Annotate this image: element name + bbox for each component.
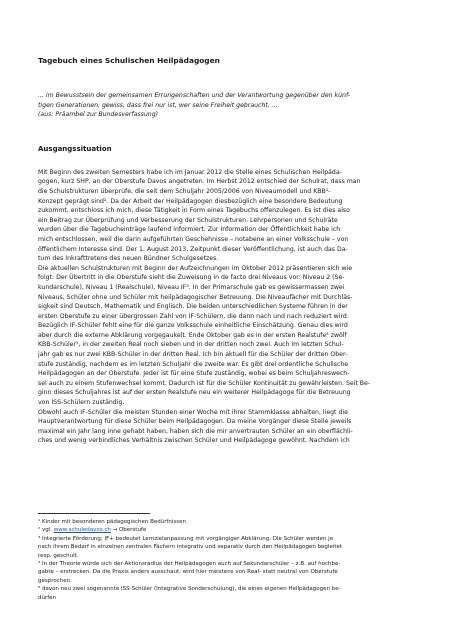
body-line: Obwohl auch IF-Schüler die meisten Stunden einer Woche mit ihrer Stammklasse abhalten, liegt die — [38, 408, 348, 416]
body-line: Mit Beginn des zweiten Semesters habe ich im Januar 2012 die Stelle eines Schulischen Heilpäda- — [38, 168, 342, 176]
footnote-line: ⁴ In der Theorie würde sich der Aktionsradius der Heilpädagogen auch auf Sekundarschüler – z.B. auf hochbe- — [38, 561, 341, 568]
footnote-line: ³ Integrierte Förderung; IF+ bedeutet Lernzielanpassung mit vorgängiger Abklärung. Die Schüler werden je — [38, 535, 334, 542]
body-line: kundarschule), Niveau 1 (Realschule), Niveau IF³. In der Primarschule gab es gewissermassen zwei — [38, 283, 345, 291]
body-line: Die aktuellen Schulstrukturen mit Beginn der Aufzeichnungen im Oktober 2012 präsentieren sich wie — [38, 264, 353, 272]
body-line: sigkeit sind Deutsch, Mathematik und Englisch. Die beiden unterschiedlichen Systeme führen in der — [38, 303, 348, 311]
footnote-line: nach ihrem Bedarf in einzelnen zentralen Fächern integrativ und separativ durch den Heilpädagogen begleitet — [38, 544, 343, 551]
body-line: wurden über die Tagebucheinträge laufend informiert. Zur Information der Öffentlichkeit habe ich — [38, 226, 341, 234]
body-line: Hauptverantwortung für diese Schüler beim Heilpädagogen. Da meine Vorgänger diese Stelle jeweils — [38, 418, 352, 426]
body-line: aber durch die externe Abklärung vorgegaukelt. Ende Oktober gab es in der ersten Realstufe⁴ zwölf — [38, 331, 347, 339]
body-line: tum des Inkrafttretens des neuen Bündner Schulgesetzes. — [38, 255, 219, 263]
footnote-line: ¹ Kinder mit besonderen pädagogischen Bedürfnissen — [38, 519, 187, 525]
footnote-link[interactable]: www.schuledavos.ch — [53, 527, 111, 534]
document-body — [38, 56, 416, 446]
body-line: öffentlichem Interesse sind. Der 1. August 2013, Zeitpunkt dieser Veröffentlichung, ist auch das Da- — [38, 245, 348, 253]
quote-line: (aus: Präambel zur Bundesverfassung) — [38, 111, 159, 119]
footnote-line: gabte – erstrecken. Da die Praxis anders ausschaut, wird hier meistens von Real- statt neutral von Oberstufe — [38, 569, 338, 576]
footnote-line: ⁵ davon neu zwei sogenannte ISS-Schüler (Integrative Sonderschulung), die eines eigenen Heilpädagogen be- — [38, 586, 341, 593]
body-line: gogen, kurz SHP, an der Oberstufe Davos angetreten. Im Herbst 2012 entschied der Schulrat, dass man — [38, 178, 361, 186]
footnote-line: resp. geschult. — [38, 552, 79, 559]
body-line: folgt: Der Übertritt in die Oberstufe sieht die Zuweisung in de facto drei Niveaus vor: Niveau 2 (Se- — [38, 274, 345, 282]
body-line: ein Beitrag zur Überprüfung und Verbesserung der Schulstrukturen. Lehrpersonen und Schulräte — [38, 216, 338, 224]
preamble-quote — [38, 91, 416, 120]
body-line: ersten Oberstufe zu einer übergrossen Zahl von IF-Schülern, die dann nach und nach reduziert wird. — [38, 312, 349, 320]
body-line: Konzept geprägt sind². Da der Arbeit der Heilpädagogen diesbezüglich eine besondere Bedeutung — [38, 197, 343, 205]
body-line: mich entschlossen, weil die darin aufgeführten Geschehnisse – notabene an einer Volksschule – von — [38, 235, 349, 243]
footnote-separator — [38, 513, 150, 514]
body-line: Heilpädagogen an der Oberstufe. Jeder ist für eine Stufe zuständig, wobei es beim Schuljahreswech- — [38, 370, 350, 378]
body-line: ches und wenig verbindliches Verhältnis zwischen Schüler und Heilpädagoge gewöhnt. Nachdem ich — [38, 437, 350, 445]
quote-line: ... im Bewusstsein der gemeinsamen Errungenschaften und der Verantwortung gegenüber den künf- — [38, 92, 351, 99]
footnote-line: ² vgl. www.schuledavos.ch → Oberstufe — [38, 527, 147, 534]
body-line: maximal ein Jahr lang inne gehabt haben, haben sich die mir anvertrauten Schüler an ein oberflächli- — [38, 427, 353, 435]
body-line: von ISS-Schülern zuständig. — [38, 399, 125, 407]
body-line: jahr gab es nur zwei KBB-Schüler in der dritten Real. Ich bin aktuell für die Schüler der dritten Ober- — [38, 351, 348, 359]
body-line: stufe zuständig, nachdem es im letzten Schuljahr die zweite war. Es gibt drei ordentliche Schulische — [38, 360, 349, 368]
body-line: Niveaus, Schüler ohne und Schüler mit heilpädagogischer Betreuung. Die Niveaufächer mit Durchläs- — [38, 293, 353, 301]
body-line: die Schulstrukturen überprüfe, die seit dem Schuljahr 2005/2006 von Niveaumodell und KBB¹- — [38, 187, 331, 195]
quote-line: tigen Generationen, gewiss, dass frei nur ist, wer seine Freiheit gebraucht, ... — [38, 101, 278, 109]
body-line: sel auch zu einem Stufenwechsel kommt. Dadurch ist für die Schüler Kontinuität zu gewährleisten. Seit Be- — [38, 379, 371, 387]
section-heading: Ausgangssituation — [38, 144, 112, 153]
body-line: KBB-Schüler⁵, in der zweiten Real noch sieben und in der dritten noch zwei. Auch im letzten Schul- — [38, 341, 344, 349]
document-title: Tagebuch eines Schulischen Heilpädagogen — [38, 56, 220, 65]
footnote-line: gesprochen. — [38, 577, 72, 584]
body-line: zukommt, entschloss ich mich, diese Tätigkeit in Form eines Tagebuchs offenzulegen. Es ist dies also — [38, 207, 350, 215]
footnotes — [38, 518, 416, 602]
body-line: Bezüglich IF-Schüler fehlt eine für die ganze Volksschule einheitliche Einschätzung. Genau dies wird — [38, 322, 348, 330]
footnote-line: dürfen — [38, 594, 57, 601]
body-line: ginn dieses Schuljahres ist auf der ersten Realstufe neu ein weiterer Heilpädagoge für die Betreuung — [38, 389, 351, 397]
body-text — [38, 168, 416, 446]
